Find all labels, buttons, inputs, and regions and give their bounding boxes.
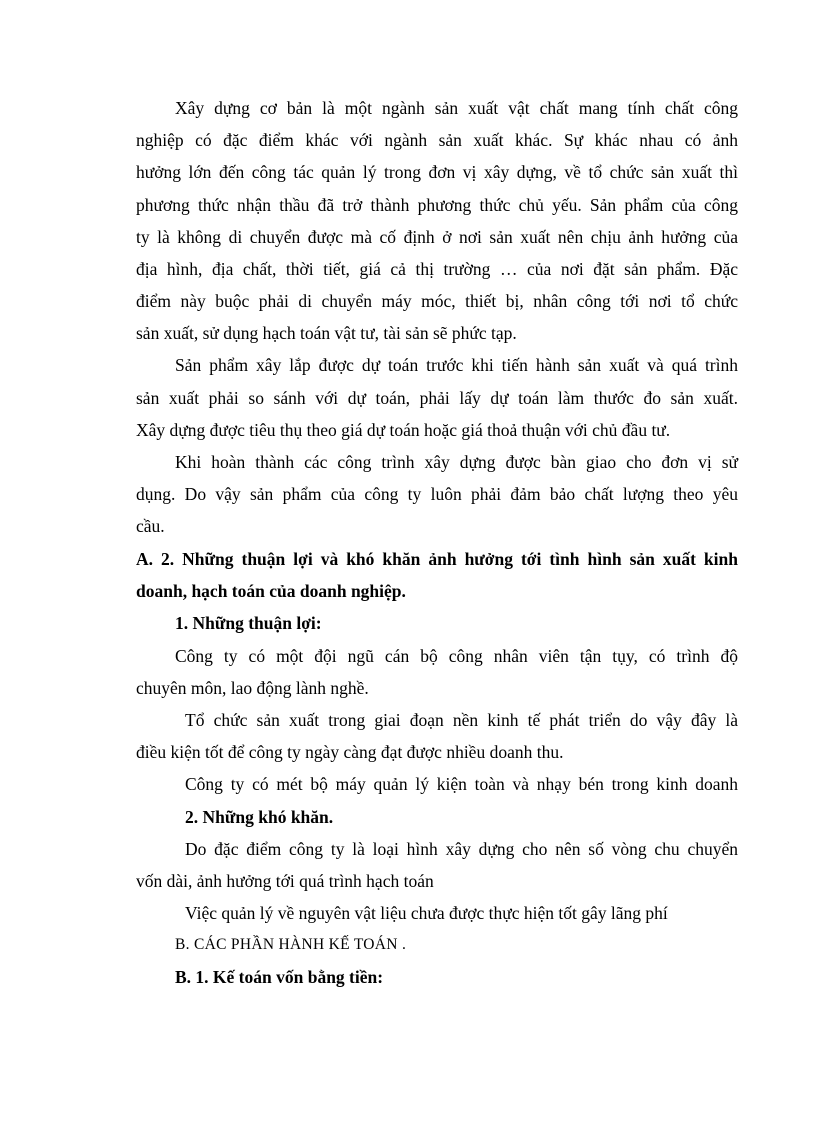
paragraph-1-line-4: phương thức nhận thầu đã trở thành phương thức chủ yếu. Sản phẩm của công — [136, 195, 738, 215]
paragraph-8: Việc quản lý về nguyên vật liệu chưa được thực hiện tốt gây lãng phí — [185, 903, 668, 923]
paragraph-1-line-3: hưởng lớn đến công tác quản lý trong đơn vị xây dựng, về tổ chức sản xuất thì — [136, 162, 738, 182]
paragraph-1-line-2: nghiệp có đặc điểm khác với ngành sản xuất khác. Sự khác nhau có ảnh — [136, 130, 738, 150]
paragraph-4-line-1: Công ty có một đội ngũ cán bộ công nhân viên tận tụy, có trình độ — [175, 646, 738, 666]
paragraph-1-line-1: Xây dựng cơ bản là một ngành sản xuất vật chất mang tính chất công — [175, 98, 738, 118]
section-b1-heading: B. 1. Kế toán vốn bằng tiền: — [175, 967, 384, 987]
paragraph-3-line-3: cầu. — [136, 516, 165, 536]
heading-a2-line-2: doanh, hạch toán của doanh nghiệp. — [136, 581, 406, 601]
paragraph-1-line-5: ty là không di chuyển được mà cố định ở nơi sản xuất nên chịu ảnh hưởng của — [136, 227, 738, 247]
subheading-difficulties: 2. Những khó khăn. — [185, 807, 334, 827]
paragraph-1-line-6: địa hình, địa chất, thời tiết, giá cả thị trường … của nơi đặt sản phẩm. Đặc — [136, 259, 738, 279]
paragraph-5-line-2: điều kiện tốt để công ty ngày càng đạt được nhiều doanh thu. — [136, 742, 564, 762]
paragraph-4-line-2: chuyên môn, lao động lành nghề. — [136, 678, 369, 698]
subheading-advantages: 1. Những thuận lợi: — [175, 613, 322, 633]
paragraph-2-line-1: Sản phẩm xây lắp được dự toán trước khi tiến hành sản xuất và quá trình — [175, 355, 738, 375]
paragraph-6: Công ty có mét bộ máy quản lý kiện toàn và nhạy bén trong kinh doanh — [185, 774, 738, 794]
paragraph-7-line-1: Do đặc điểm công ty là loại hình xây dựng cho nên số vòng chu chuyển — [185, 839, 738, 859]
heading-a2-line-1: A. 2. Những thuận lợi và khó khăn ảnh hưởng tới tình hình sản xuất kinh — [136, 549, 738, 569]
paragraph-1-line-8: sản xuất, sử dụng hạch toán vật tư, tài sản sẽ phức tạp. — [136, 323, 517, 343]
paragraph-2-line-2: sản xuất phải so sánh với dự toán, phải lấy dự toán làm thước đo sản xuất. — [136, 388, 738, 408]
paragraph-3-line-2: dụng. Do vậy sản phẩm của công ty luôn phải đảm bảo chất lượng theo yêu — [136, 484, 738, 504]
paragraph-2-line-3: Xây dựng được tiêu thụ theo giá dự toán hoặc giá thoả thuận với chủ đầu tư. — [136, 420, 671, 440]
paragraph-5-line-1: Tổ chức sản xuất trong giai đoạn nền kinh tế phát triển do vậy đây là — [185, 710, 738, 730]
section-b-heading: B. CÁC PHẦN HÀNH KẾ TOÁN . — [175, 936, 407, 953]
paragraph-7-line-2: vốn dài, ảnh hưởng tới quá trình hạch toán — [136, 871, 434, 891]
paragraph-3-line-1: Khi hoàn thành các công trình xây dựng được bàn giao cho đơn vị sử — [175, 452, 738, 472]
paragraph-1-line-7: điểm này buộc phải di chuyển máy móc, thiết bị, nhân công tới nơi tổ chức — [136, 291, 738, 311]
